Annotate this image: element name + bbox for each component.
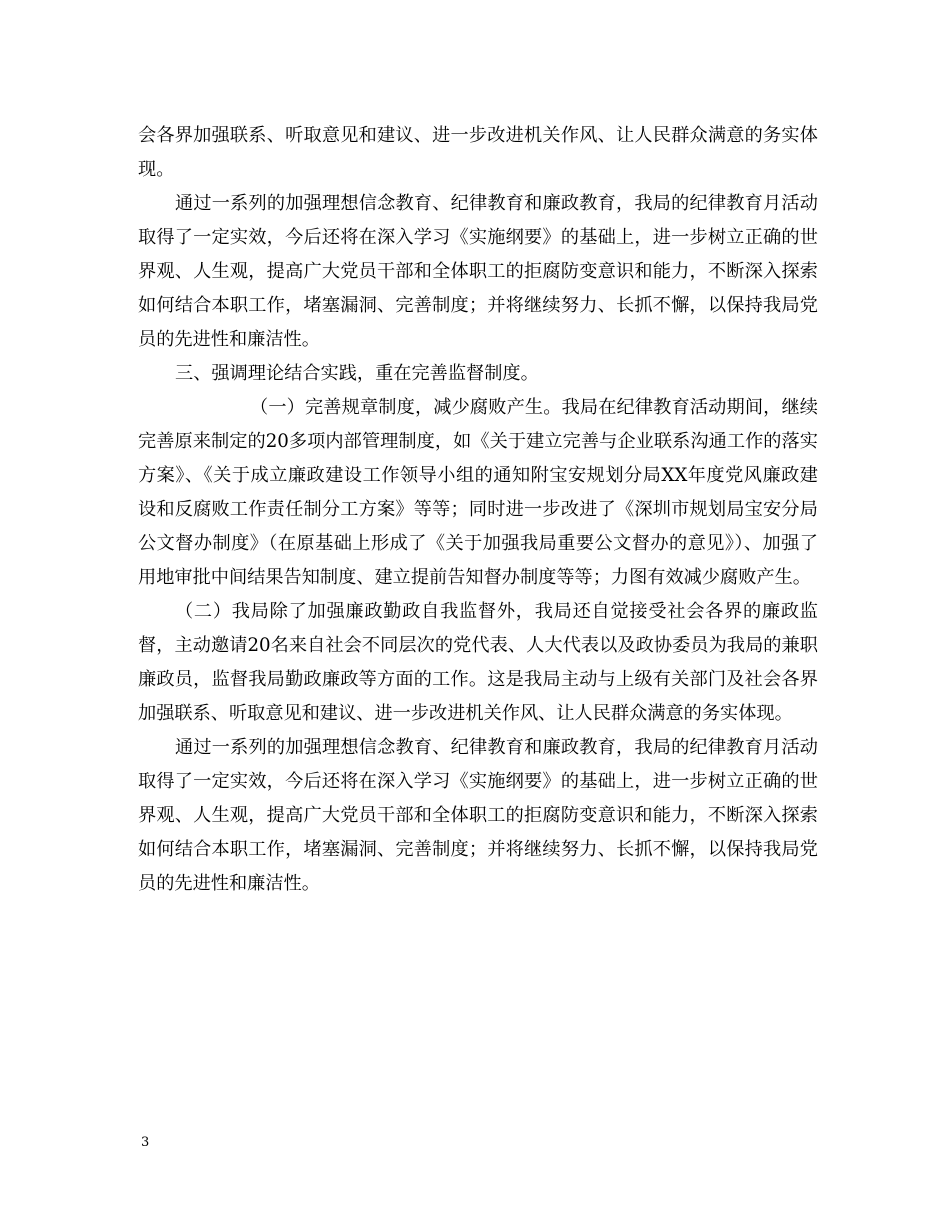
paragraph-item-one: （一）完善规章制度，减少腐败产生。我局在纪律教育活动期间，继续完善原来制定的20多项内部管理制度，如《关于建立完善与企业联系沟通工作的落实方案》、《关于成立廉政建设工作领导小组的通知附宝安规划分局XX年度党风廉政建设和反腐败工作责任制分工方案》等等；同时进一步改进了《深圳市规划局宝安分局公文督办制度》（在原基础上形成了《关于加强我局重要公文督办的意见》）、加强了用地审批中间结果告知制度、建立提前告知督办制度等等；力图有效减少腐败产生。 [138,397,818,588]
section-heading: 三、强调理论结合实践，重在完善监督制度。 [175,363,539,384]
document-body [138,119,818,901]
page-number: 3 [141,1135,150,1150]
paragraph-continuation: 会各界加强联系、听取意见和建议、进一步改进机关作风、让人民群众满意的务实体现。 [138,125,818,180]
paragraph-summary: 通过一系列的加强理想信念教育、纪律教育和廉政教育，我局的纪律教育月活动取得了一定实效，今后还将在深入学习《实施纲要》的基础上，进一步树立正确的世界观、人生观，提高广大党员干部和全体职工的拒腐防变意识和能力，不断深入探索如何结合本职工作，堵塞漏洞、完善制度；并将继续努力、长抓不懈，以保持我局党员的先进性和廉洁性。 [138,193,818,350]
paragraph-conclusion: 通过一系列的加强理想信念教育、纪律教育和廉政教育，我局的纪律教育月活动取得了一定实效，今后还将在深入学习《实施纲要》的基础上，进一步树立正确的世界观、人生观，提高广大党员干部和全体职工的拒腐防变意识和能力，不断深入探索如何结合本职工作，堵塞漏洞、完善制度；并将继续努力、长抓不懈，以保持我局党员的先进性和廉洁性。 [138,737,818,894]
paragraph-item-two: （二）我局除了加强廉政勤政自我监督外，我局还自觉接受社会各界的廉政监督，主动邀请20名来自社会不同层次的党代表、人大代表以及政协委员为我局的兼职廉政员，监督我局勤政廉政等方面的工作。这是我局主动与上级有关部门及社会各界加强联系、听取意见和建议、进一步改进机关作风、让人民群众满意的务实体现。 [138,601,818,724]
